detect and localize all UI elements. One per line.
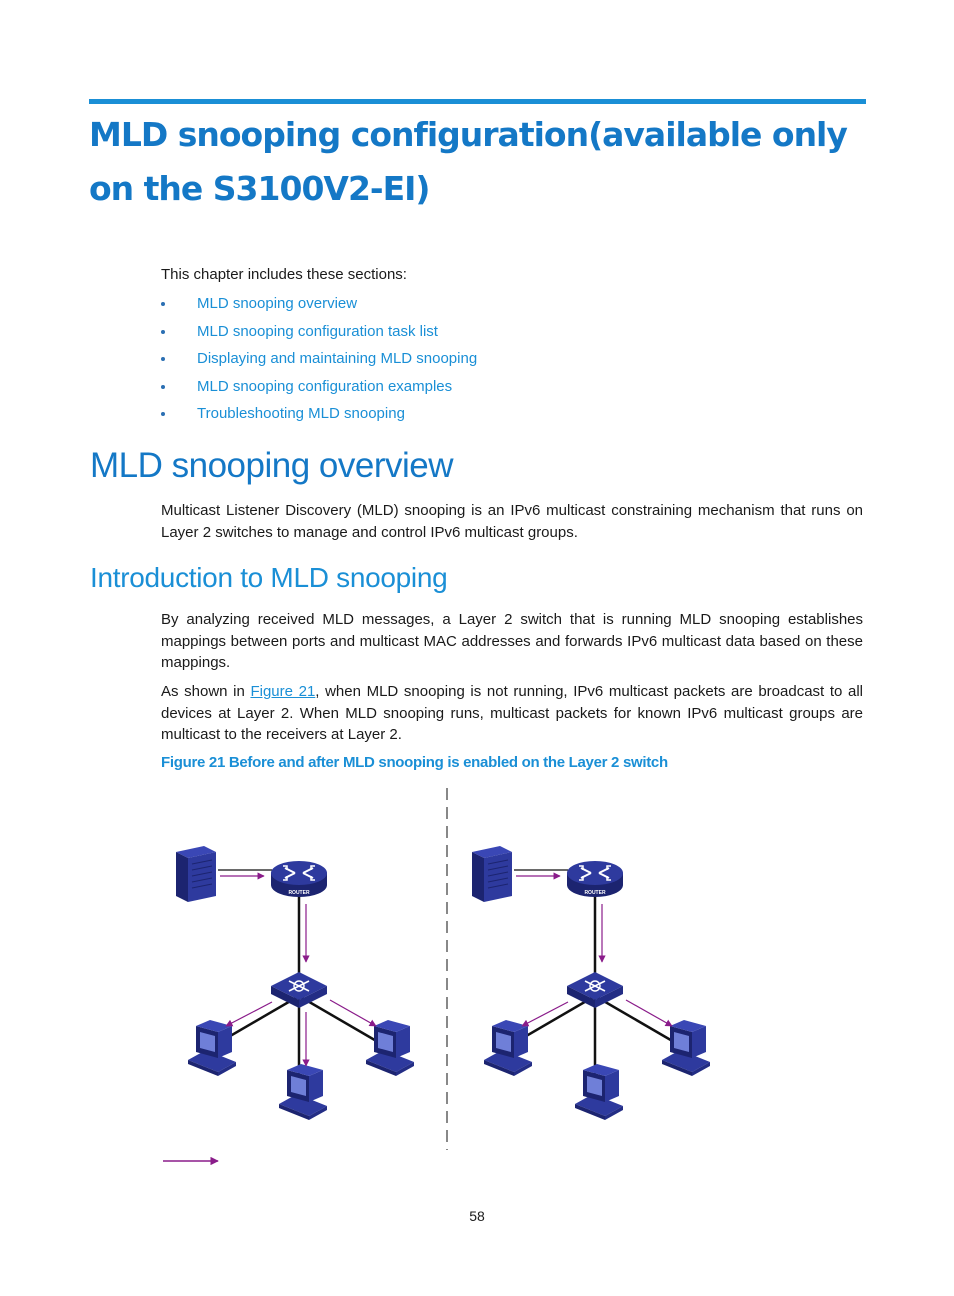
intro-text: This chapter includes these sections: [161, 266, 407, 283]
host-icon [279, 1064, 327, 1120]
server-icon [176, 846, 216, 902]
list-item [161, 292, 477, 320]
overview-paragraph: Multicast Listener Discovery (MLD) snooping is an IPv6 multicast constraining mechanism that runs on Layer 2 switches to manage and control IPv6 multicast groups. [161, 502, 863, 541]
host-icon [662, 1020, 710, 1076]
list-item [161, 347, 477, 375]
after-snooping-network [472, 846, 710, 1120]
paragraph-text: As shown in [161, 683, 251, 700]
section-link-examples[interactable]: MLD snooping configuration examples [197, 377, 453, 395]
host-icon [575, 1064, 623, 1120]
introduction-paragraph-2 [161, 681, 863, 746]
bullet-icon [161, 330, 165, 334]
server-icon [472, 846, 512, 902]
host-icon [366, 1020, 414, 1076]
switch-host-link [595, 996, 681, 1046]
switch-icon [567, 972, 623, 1008]
paragraph-text: , when MLD snooping is not running, IPv6 multicast packets are broadcast to all devices at Layer 2. When MLD snooping runs, multicast packets for known IPv6 multicast groups are multicast to the receivers at Layer 2. [161, 683, 863, 743]
multicast-flow-arrow [626, 1000, 672, 1026]
overview-heading: MLD snooping overview [90, 446, 454, 485]
introduction-paragraph-1: By analyzing received MLD messages, a Layer 2 switch that is running MLD snooping establishes mappings between ports and multicast MAC addresses and forwards IPv6 multicast data based on these mappings. [161, 611, 863, 671]
section-link-troubleshooting[interactable]: Troubleshooting MLD snooping [197, 405, 405, 422]
section-link-overview[interactable]: MLD snooping overview [197, 295, 358, 312]
figure-caption: Figure 21 Before and after MLD snooping is enabled on the Layer 2 switch [161, 754, 668, 771]
bullet-icon [161, 385, 165, 389]
multicast-flow-arrow [330, 1000, 376, 1026]
bullet-icon [161, 357, 165, 361]
multicast-flow-arrow [226, 1002, 272, 1026]
network-diagram [150, 780, 750, 1180]
before-snooping-network [176, 846, 414, 1120]
section-link-task-list[interactable]: MLD snooping configuration task list [197, 322, 438, 340]
chapter-top-rule [89, 99, 866, 104]
list-item [161, 402, 477, 430]
page-number: 58 [469, 1208, 485, 1224]
figure-21-link[interactable]: Figure 21 [250, 683, 316, 700]
router-label: ROUTER [288, 890, 310, 896]
section-link-displaying[interactable]: Displaying and maintaining MLD snooping [197, 350, 478, 367]
host-icon [484, 1020, 532, 1076]
section-list [161, 292, 477, 430]
list-item [161, 320, 477, 348]
bullet-icon [161, 302, 165, 306]
chapter-title: MLD snooping configuration(available only on the S3100V2-EI) [89, 115, 847, 208]
multicast-flow-arrow [522, 1002, 568, 1026]
switch-host-link [299, 996, 385, 1046]
bullet-icon [161, 412, 165, 416]
introduction-heading: Introduction to MLD snooping [90, 562, 448, 593]
router-label: ROUTER [584, 890, 606, 896]
switch-icon [271, 972, 327, 1008]
list-item [161, 375, 477, 403]
host-icon [188, 1020, 236, 1076]
